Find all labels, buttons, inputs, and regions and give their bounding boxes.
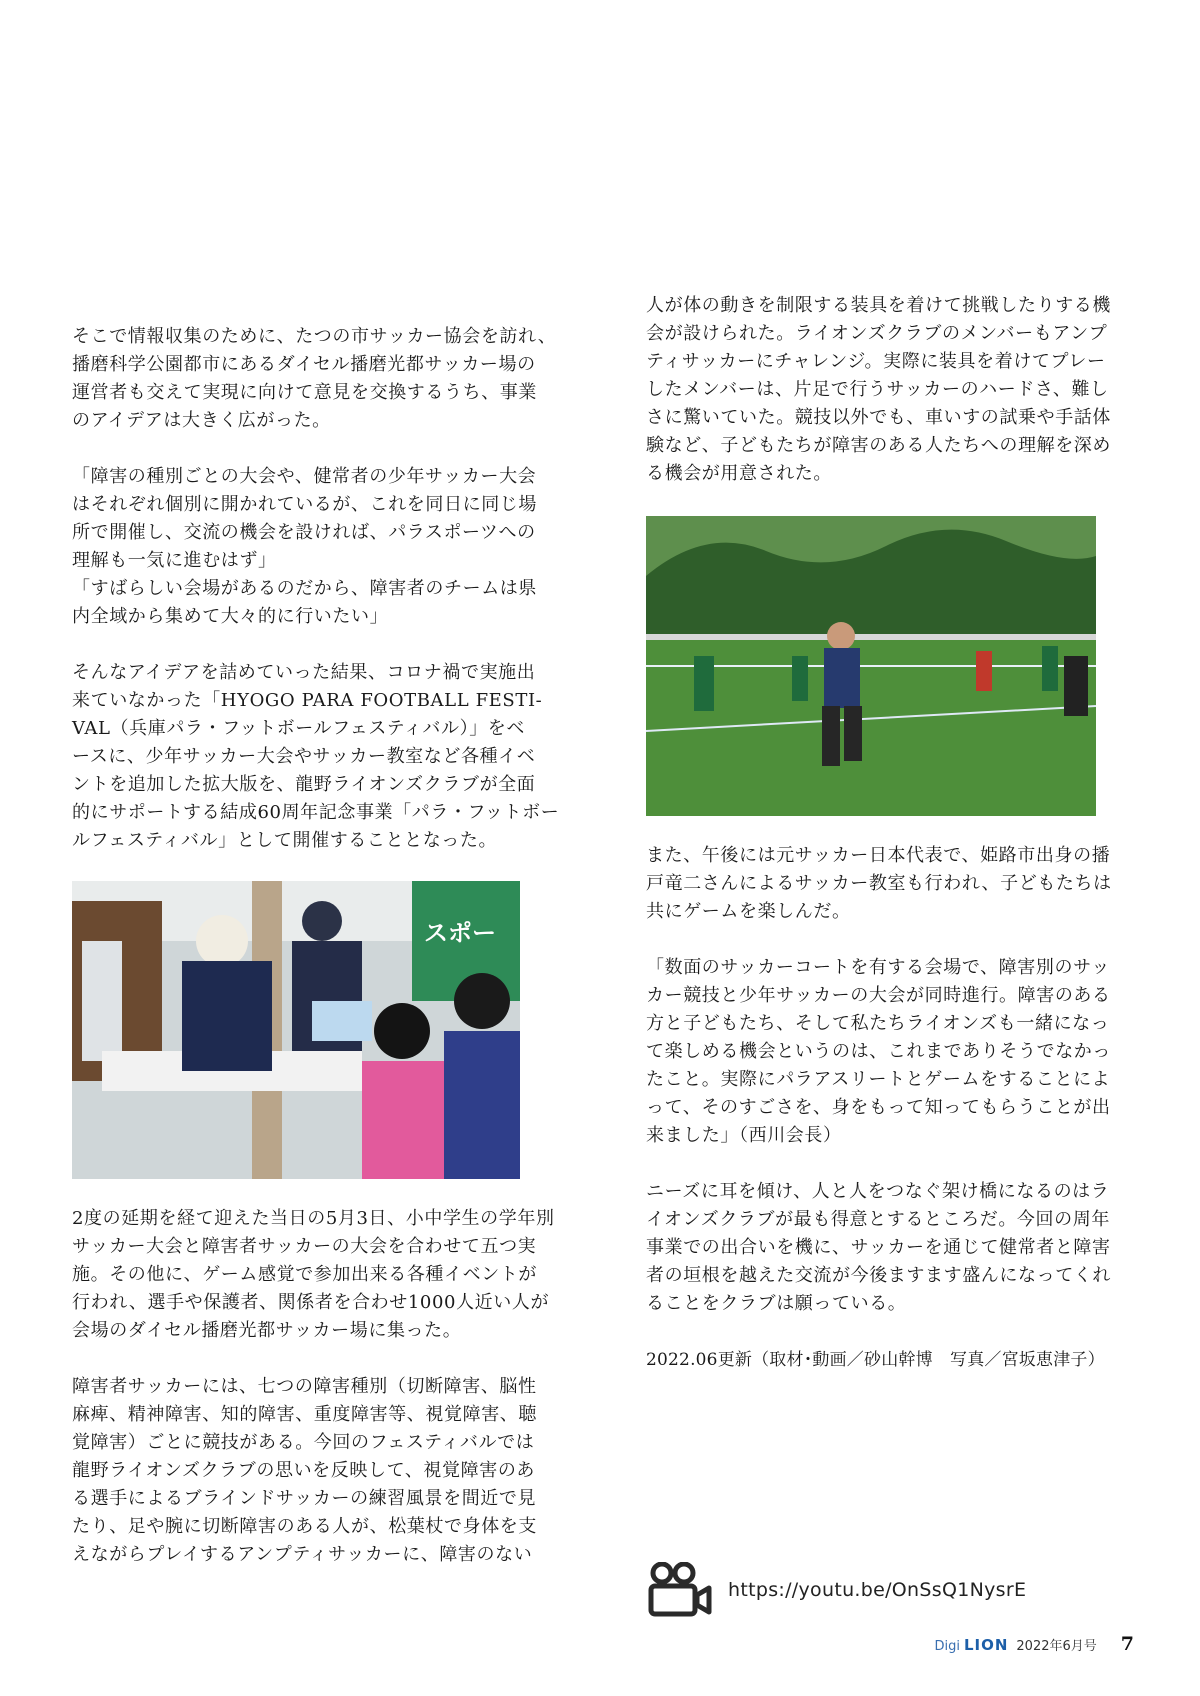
- footer-digi: Digi: [934, 1639, 960, 1654]
- svg-text:スポー: スポー: [424, 919, 496, 947]
- credit-line: 2022.06更新（取材･動画／砂山幹博 写真／宮坂恵津子）: [646, 1350, 1105, 1370]
- paragraph-amputee-challenge: 人が体の動きを制限する装具を着けて挑戦したりする機 会が設けられた。ライオンズクラブのメンバーもアンプ ティサッカーにチャレンジ。実際に装具を着けてプレー したメンバーは、片足で行うサッカーのハードさ、難し さに驚いていた。競技以外でも、車いすの試乗や手話体 験など、子どもたちが障害のある人たちへの理解を深め る機会が用意された。: [646, 295, 1111, 484]
- right-column: [646, 292, 1142, 1402]
- footer-lion-logo: LION: [963, 1636, 1009, 1654]
- paragraph-quotes-ideas: 「障害の種別ごとの大会や、健常者の少年サッカー大会 はそれぞれ個別に開かれているが、これを同日に同じ場 所で開催し、交流の機会を設ければ、パラスポーツへの 理解も一気に進むはず」 「すばらしい会場があるのだから、障害者のチームは県 内全域から集めて大々的に行いたい」: [72, 466, 537, 627]
- page-number: 7: [1120, 1633, 1134, 1655]
- photo-soccer-field: [646, 516, 1096, 816]
- paragraph-event-day: 2度の延期を経て迎えた当日の5月3日、小中学生の学年別 サッカー大会と障害者サッカーの大会を合わせて五つ実 施。その他に、ゲーム感覚で参加出来る各種イベントが 行われ、選手や保護者、関係者を合わせ1000人近い人が 会場のダイセル播磨光都サッカー場に集った。: [72, 1208, 555, 1341]
- paragraph-president-quote: 「数面のサッカーコートを有する会場で、障害別のサッ カー競技と少年サッカーの大会が同時進行。障害のある 方と子どもたち、そして私たちライオンズも一緒になっ て楽しめる機会というのは、これまでありそうでなかっ たこと。実際にパラアスリートとゲームをすることによ って、そのすごさを、身をもって知ってもらうことが出 来ました」（西川会長）: [646, 957, 1111, 1146]
- paragraph-festival-plan: そんなアイデアを詰めていった結果、コロナ禍で実施出 来ていなかった「HYOGO PARA FOOTBALL FESTI- VAL（兵庫パラ・フットボールフェスティバル）」をベ ースに、少年サッカー大会やサッカー教室など各種イベ ントを追加した拡大版を、龍野ライオンズクラブが全面 的にサポートする結成60周年記念事業「パラ・フットボー ルフェスティバル」として開催することとなった。: [72, 662, 560, 851]
- youtube-link[interactable]: https://youtu.be/OnSsQ1NysrE: [728, 1579, 1027, 1601]
- paragraph-closing: ニーズに耳を傾け、人と人をつなぐ架け橋になるのはラ イオンズクラブが最も得意とするところだ。今回の周年 事業での出合いを機に、サッカーを通じて健常者と障害 者の垣根を越えた交流が今後ますます盛んになってくれ ることをクラブは願っている。: [646, 1181, 1111, 1314]
- paragraph-soccer-class: また、午後には元サッカー日本代表で、姫路市出身の播 戸竜二さんによるサッカー教室も行われ、子どもたちは 共にゲームを楽しんだ。: [646, 845, 1112, 922]
- left-column: [72, 323, 568, 1597]
- paragraph-disability-soccer: 障害者サッカーには、七つの障害種別（切断障害、脳性 麻痺、精神障害、知的障害、重度障害等、視覚障害、聴 覚障害）ごとに競技がある。今回のフェスティバルでは 龍野ライオンズクラブの思いを反映して、視覚障害のあ る選手によるブラインドサッカーの練習風景を間近で見 たり、足や腕に切断障害のある人が、松葉杖で身体を支 えながらプレイするアンプティサッカーに、障害のない: [72, 1376, 537, 1565]
- photo-event-booth: [72, 881, 520, 1179]
- footer-issue: 2022年6月号: [1016, 1639, 1097, 1654]
- page-footer: [934, 1633, 1134, 1655]
- video-link-row[interactable]: [648, 1562, 1026, 1618]
- video-camera-icon: [648, 1562, 712, 1618]
- paragraph-info-gathering: そこで情報収集のために、たつの市サッカー協会を訪れ、 播磨科学公園都市にあるダイセル播磨光都サッカー場の 運営者も交えて実現に向けて意見を交換するうち、事業 のアイデアは大きく広がった。: [72, 326, 557, 431]
